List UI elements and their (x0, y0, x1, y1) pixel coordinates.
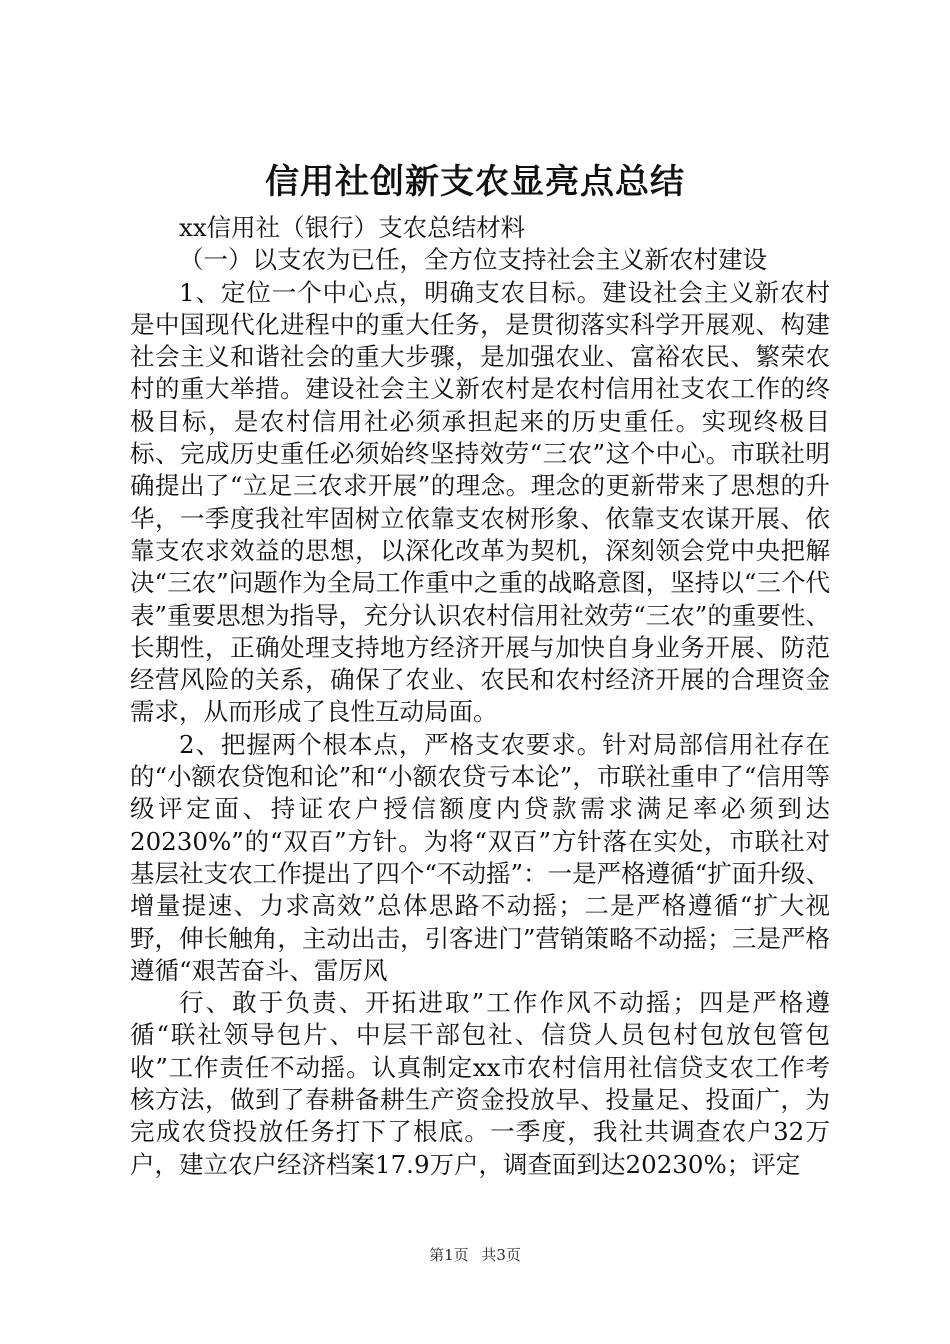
document-body (130, 212, 830, 1181)
body-paragraph: 1、定位一个中心点，明确支农目标。建设社会主义新农村是中国现代化进程中的重大任务，是贯彻落实科学开展观、构建社会主义和谐社会的重大步骤，是加强农业、富裕农民、繁荣农村的重大举措。建设社会主义新农村是农村信用社支农工作的终极目标，是农村信用社必须承担起来的历史重任。实现终极目标、完成历史重任必须始终坚持效劳“三农”这个中心。市联社明确提出了“立足三农求开展”的理念。理念的更新带来了思想的升华，一季度我社牢固树立依靠支农树形象、依靠支农谋开展、依靠支农求效益的思想，以深化改革为契机，深刻领会党中央把解决“三农”问题作为全局工作重中之重的战略意图，坚持以“三个代表”重要思想为指导，充分认识农村信用社效劳“三农”的重要性、长期性，正确处理支持地方经济开展与加快自身业务开展、防范经营风险的关系，确保了农业、农民和农村经济开展的合理资金需求，从而形成了良性互动局面。 (130, 277, 830, 727)
page-footer (0, 1244, 950, 1265)
body-paragraph: 2、把握两个根本点，严格支农要求。针对局部信用社存在的“小额农贷饱和论”和“小额农贷亏本论”，市联社重申了“信用等级评定面、持证农户授信额度内贷款需求满足率必须到达20230%”的“双百”方针。为将“双百”方针落在实处，市联社对基层社支农工作提出了四个“不动摇”：一是严格遵循“扩面升级、增量提速、力求高效”总体思路不动摇；二是严格遵循“扩大视野，伸长触角，主动出击，引客进门”营销策略不动摇；三是严格遵循“艰苦奋斗、雷厉风 (130, 729, 830, 985)
page-number: 第1页 (429, 1246, 469, 1264)
subtitle-paragraph: xx信用社（银行）支农总结材料 (179, 213, 526, 242)
body-paragraph: 行、敢于负责、开拓进取”工作作风不动摇；四是严格遵循“联社领导包片、中层干部包社、信贷人员包村包放包管包收”工作责任不动摇。认真制定xx市农村信用社信贷支农工作考核方法，做到了春耕备耕生产资金投放早、投量足、投面广，为完成农贷投放任务打下了根底。一季度，我社共调查农户32万户，建立农户经济档案17.9万户，调查面到达20230%；评定 (130, 988, 830, 1179)
document-title: 信用社创新支农显亮点总结 (265, 162, 685, 202)
page-total: 共3页 (481, 1246, 521, 1264)
section-heading: （一）以支农为已任，全方位支持社会主义新农村建设 (179, 245, 767, 275)
